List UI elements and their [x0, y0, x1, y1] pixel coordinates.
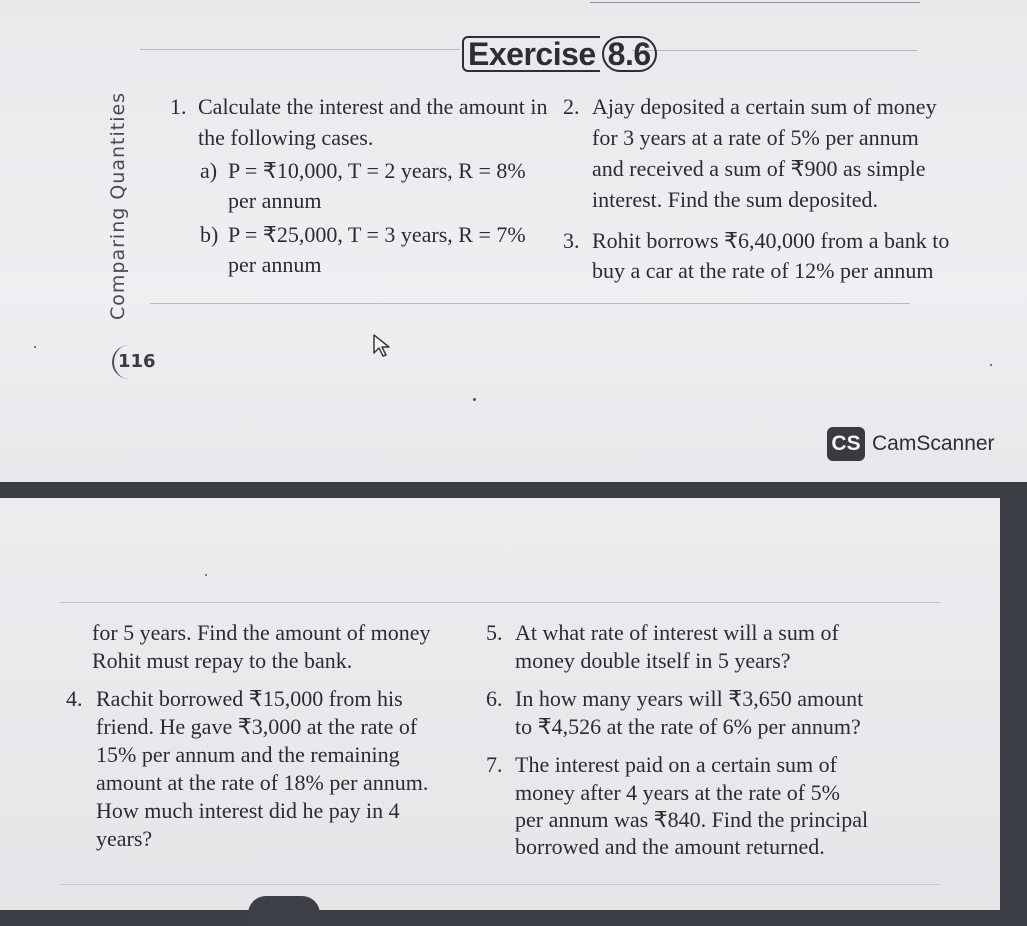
- side-label: Comparing Quantities: [107, 91, 129, 320]
- q3-line2: buy a car at the rate of 12% per annum: [592, 258, 934, 283]
- q3-number: 3.: [563, 228, 580, 253]
- q1a-label: a): [200, 158, 218, 183]
- q4-line5: How much interest did he pay in 4: [96, 798, 400, 823]
- q6-line1: In how many years will ₹3,650 amount: [515, 686, 864, 711]
- top-rule: [60, 602, 940, 603]
- q4-line4: amount at the rate of 18% per annum.: [96, 770, 429, 795]
- speck: [990, 364, 992, 366]
- q2-line3: and received a sum of ₹900 as simple: [592, 156, 926, 181]
- q2-line2: for 3 years at a rate of 5% per annum: [592, 125, 919, 150]
- page-number: 116: [112, 345, 146, 379]
- title-rule-right: [632, 50, 917, 51]
- q3-cont-line2: Rohit must repay to the bank.: [92, 648, 353, 673]
- q4-line6: years?: [96, 826, 153, 851]
- speck: [34, 346, 36, 348]
- q1-line1: Calculate the interest and the amount in: [198, 94, 548, 119]
- q6-line2: to ₹4,526 at the rate of 6% per annum?: [515, 714, 861, 739]
- q7-line3: per annum was ₹840. Find the principal: [515, 807, 869, 832]
- q5-line1: At what rate of interest will a sum of: [515, 620, 839, 645]
- q7-number: 7.: [486, 752, 503, 777]
- q7-line1: The interest paid on a certain sum of: [515, 752, 837, 777]
- q4-line1: Rachit borrowed ₹15,000 from his: [96, 686, 403, 711]
- exercise-number: 8.6: [602, 36, 657, 72]
- top-edge-rule: [590, 2, 920, 3]
- q5-line2: money double itself in 5 years?: [515, 648, 791, 673]
- q6-number: 6.: [486, 686, 503, 711]
- camscanner-logo: CS: [827, 427, 865, 461]
- q4-number: 4.: [66, 686, 83, 711]
- camscanner-text: CamScanner: [872, 432, 995, 455]
- q1b-line1: P = ₹25,000, T = 3 years, R = 7%: [228, 222, 526, 247]
- q7-line4: borrowed and the amount returned.: [515, 834, 825, 859]
- q1-line2: the following cases.: [198, 125, 374, 150]
- q1a-line2: per annum: [228, 188, 322, 213]
- q1a-line1: P = ₹10,000, T = 2 years, R = 8%: [228, 158, 526, 183]
- q4-line3: 15% per annum and the remaining: [96, 742, 400, 767]
- q7-line2: money after 4 years at the rate of 5%: [515, 780, 840, 805]
- q5-number: 5.: [486, 620, 503, 645]
- q3-line1: Rohit borrows ₹6,40,000 from a bank to: [592, 228, 950, 253]
- finger-shadow: [248, 896, 320, 926]
- bottom-rule: [150, 303, 910, 304]
- exercise-title: [462, 36, 657, 74]
- q3-cont-line1: for 5 years. Find the amount of money: [92, 620, 431, 645]
- q2-line4: interest. Find the sum deposited.: [592, 187, 878, 212]
- q2-line1: Ajay deposited a certain sum of money: [592, 94, 937, 119]
- q1b-line2: per annum: [228, 252, 322, 277]
- mouse-cursor-icon: [372, 333, 392, 359]
- speck: [473, 398, 476, 401]
- q1b-label: b): [200, 222, 219, 247]
- exercise-word: Exercise: [462, 36, 600, 72]
- speck: [205, 574, 207, 576]
- bottom-page: [0, 498, 1000, 910]
- title-rule-left: [140, 49, 460, 50]
- bottom-rule: [60, 884, 940, 885]
- q2-number: 2.: [563, 94, 580, 119]
- q1-number: 1.: [170, 94, 187, 119]
- q4-line2: friend. He gave ₹3,000 at the rate of: [96, 714, 418, 739]
